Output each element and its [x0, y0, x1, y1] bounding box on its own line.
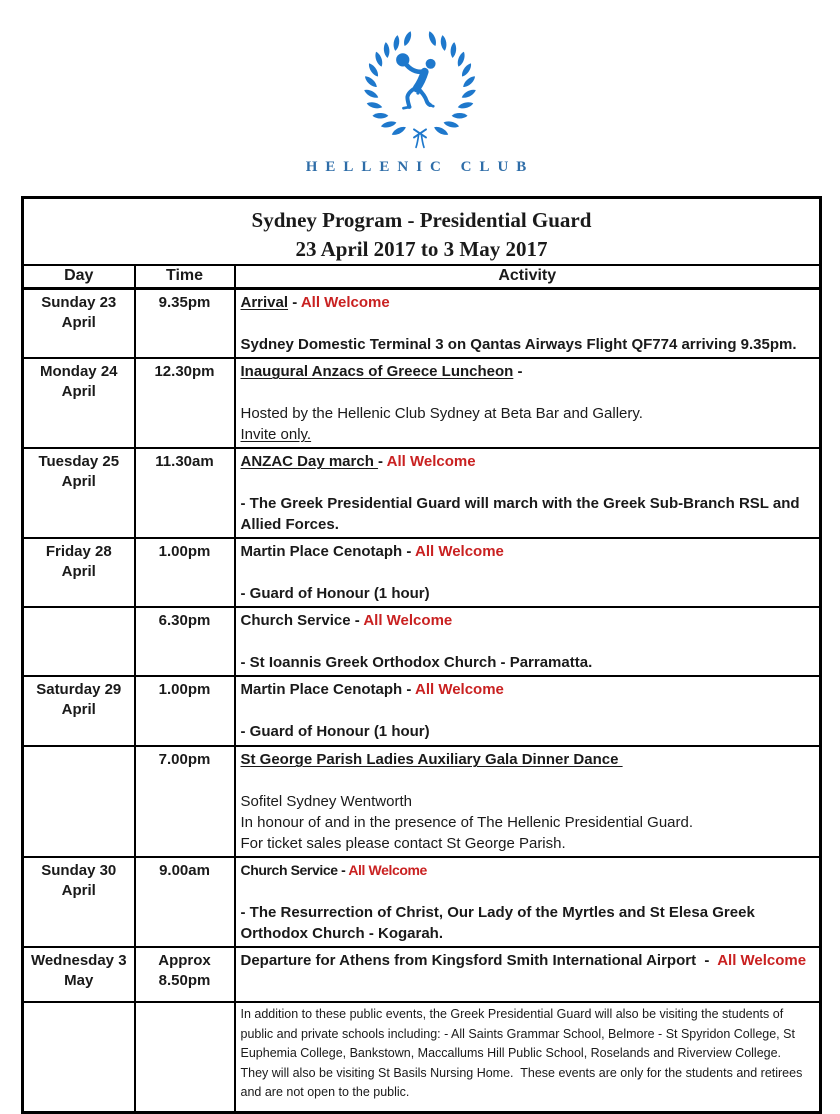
- activity-text: In addition to these public events, the Greek Presidential Guard will also be visiting the students of public and private schools including: - All Saints Grammar School, Belmore - St Spyridon College, St Euphemia College, Bankstown, Maccallums Hill Public School, Roselands and Riverview College. They will also be visiting St Basils Nursing Home. These events are only for the students and retirees and are not open to the public.: [240, 1007, 806, 1100]
- activity-text: Sofitel Sydney Wentworth: [240, 793, 412, 811]
- schedule-row: [23, 746, 821, 857]
- time-cell: 9.35pm: [135, 289, 235, 359]
- schedule-row: [23, 607, 821, 676]
- activity-text: ANZAC Day march: [240, 453, 379, 471]
- activity-text: - St Ioannis Greek Orthodox Church - Parramatta.: [240, 654, 593, 672]
- activity-line: [241, 472, 814, 493]
- activity-text: For ticket sales please contact St George Parish.: [240, 835, 566, 853]
- activity-text: - The Resurrection of Christ, Our Lady of the Myrtles and St Elesa Greek Orthodox Church - Kogarah.: [240, 904, 759, 943]
- activity-line: [241, 721, 814, 742]
- activity-line: [241, 881, 814, 902]
- activity-line: [241, 749, 814, 770]
- highlight-text: All Welcome: [414, 543, 504, 561]
- table-title-row: [23, 198, 821, 265]
- column-header-time: Time: [135, 265, 235, 289]
- activity-line: [241, 451, 814, 472]
- time-cell: Approx 8.50pm: [135, 947, 235, 1002]
- schedule-row: [23, 1002, 821, 1112]
- activity-cell: [235, 857, 821, 947]
- program-table: [21, 196, 822, 1114]
- schedule-row: [23, 448, 821, 538]
- activity-line: [241, 833, 814, 854]
- activity-text: Inaugural Anzacs of Greece Luncheon: [240, 363, 514, 381]
- activity-text: Church Service -: [240, 612, 364, 630]
- activity-text: Invite only.: [240, 426, 312, 444]
- activity-line: [241, 562, 814, 583]
- activity-text: Arrival: [240, 294, 289, 312]
- activity-line: [241, 583, 814, 604]
- activity-line: [241, 679, 814, 700]
- time-cell: [135, 1002, 235, 1112]
- laurel-wreath-discus-icon: [356, 28, 484, 150]
- activity-line: [241, 950, 814, 971]
- time-cell: 9.00am: [135, 857, 235, 947]
- activity-line: [241, 812, 814, 833]
- title-line-1: Sydney Program - Presidential Guard: [251, 208, 592, 232]
- schedule-row: [23, 538, 821, 607]
- activity-text: -: [513, 363, 527, 381]
- activity-text: Martin Place Cenotaph -: [240, 543, 415, 561]
- activity-text: Martin Place Cenotaph -: [240, 681, 415, 699]
- activity-text: Hosted by the Hellenic Club Sydney at Beta Bar and Gallery.: [240, 405, 643, 423]
- activity-cell: [235, 358, 821, 448]
- activity-cell: [235, 1002, 821, 1112]
- day-cell: Wednesday 3 May: [23, 947, 135, 1002]
- activity-text: -: [378, 453, 387, 471]
- activity-line: [241, 652, 814, 673]
- highlight-text: All Welcome: [717, 952, 807, 970]
- schedule-row: [23, 947, 821, 1002]
- column-header-row: [23, 265, 821, 289]
- highlight-text: All Welcome: [300, 294, 390, 312]
- schedule-row: [23, 857, 821, 947]
- table-title: [23, 198, 821, 265]
- activity-line: [241, 493, 814, 535]
- day-cell: Tuesday 25 April: [23, 448, 135, 538]
- highlight-text: All Welcome: [363, 612, 453, 630]
- activity-line: [241, 770, 814, 791]
- day-cell: Monday 24 April: [23, 358, 135, 448]
- day-cell: [23, 1002, 135, 1112]
- activity-cell: [235, 448, 821, 538]
- activity-text: - Guard of Honour (1 hour): [240, 723, 430, 741]
- activity-cell: [235, 538, 821, 607]
- activity-line: [241, 334, 814, 355]
- activity-text: Church Service -: [240, 862, 349, 879]
- time-cell: 6.30pm: [135, 607, 235, 676]
- schedule-row: [23, 358, 821, 448]
- highlight-text: All Welcome: [414, 681, 504, 699]
- activity-line: [241, 382, 814, 403]
- highlight-text: All Welcome: [348, 862, 427, 879]
- activity-line: [241, 791, 814, 812]
- day-cell: Friday 28 April: [23, 538, 135, 607]
- activity-text: - The Greek Presidential Guard will march with the Greek Sub-Branch RSL and Allied Forces.: [240, 495, 804, 534]
- title-line-2: 23 April 2017 to 3 May 2017: [295, 236, 548, 261]
- time-cell: 1.00pm: [135, 538, 235, 607]
- day-cell: Sunday 30 April: [23, 857, 135, 947]
- day-cell: Saturday 29 April: [23, 676, 135, 746]
- time-cell: 12.30pm: [135, 358, 235, 448]
- activity-cell: [235, 607, 821, 676]
- activity-cell: [235, 947, 821, 1002]
- activity-line: [241, 860, 814, 881]
- activity-line: [241, 1005, 814, 1103]
- logo-club-name: HELLENIC CLUB: [305, 159, 535, 175]
- column-header-day: Day: [23, 265, 135, 289]
- activity-text: St George Parish Ladies Auxiliary Gala Dinner Dance: [240, 751, 623, 769]
- activity-line: [241, 541, 814, 562]
- time-cell: 1.00pm: [135, 676, 235, 746]
- schedule-body: [23, 289, 821, 1113]
- activity-text: -: [288, 294, 301, 312]
- activity-line: [241, 403, 814, 424]
- activity-line: [241, 610, 814, 631]
- schedule-row: [23, 289, 821, 359]
- activity-line: [241, 361, 814, 382]
- activity-cell: [235, 676, 821, 746]
- time-cell: 11.30am: [135, 448, 235, 538]
- activity-line: [241, 902, 814, 944]
- hellenic-club-logo: [0, 28, 840, 176]
- discus-thrower-icon: [396, 53, 435, 108]
- activity-text: Sydney Domestic Terminal 3 on Qantas Airways Flight QF774 arriving 9.35pm.: [240, 336, 797, 354]
- wreath-tie: [414, 129, 426, 147]
- activity-cell: [235, 289, 821, 359]
- activity-text: Departure for Athens from Kingsford Smith International Airport -: [240, 952, 718, 970]
- activity-line: [241, 700, 814, 721]
- column-header-activity: Activity: [235, 265, 821, 289]
- schedule-row: [23, 676, 821, 746]
- activity-text: - Guard of Honour (1 hour): [240, 585, 430, 603]
- activity-text: In honour of and in the presence of The Hellenic Presidential Guard.: [240, 814, 694, 832]
- activity-line: [241, 424, 814, 445]
- highlight-text: All Welcome: [386, 453, 476, 471]
- activity-cell: [235, 746, 821, 857]
- time-cell: 7.00pm: [135, 746, 235, 857]
- day-cell: Sunday 23 April: [23, 289, 135, 359]
- activity-line: [241, 292, 814, 313]
- activity-line: [241, 631, 814, 652]
- activity-line: [241, 313, 814, 334]
- day-cell: [23, 746, 135, 857]
- day-cell: [23, 607, 135, 676]
